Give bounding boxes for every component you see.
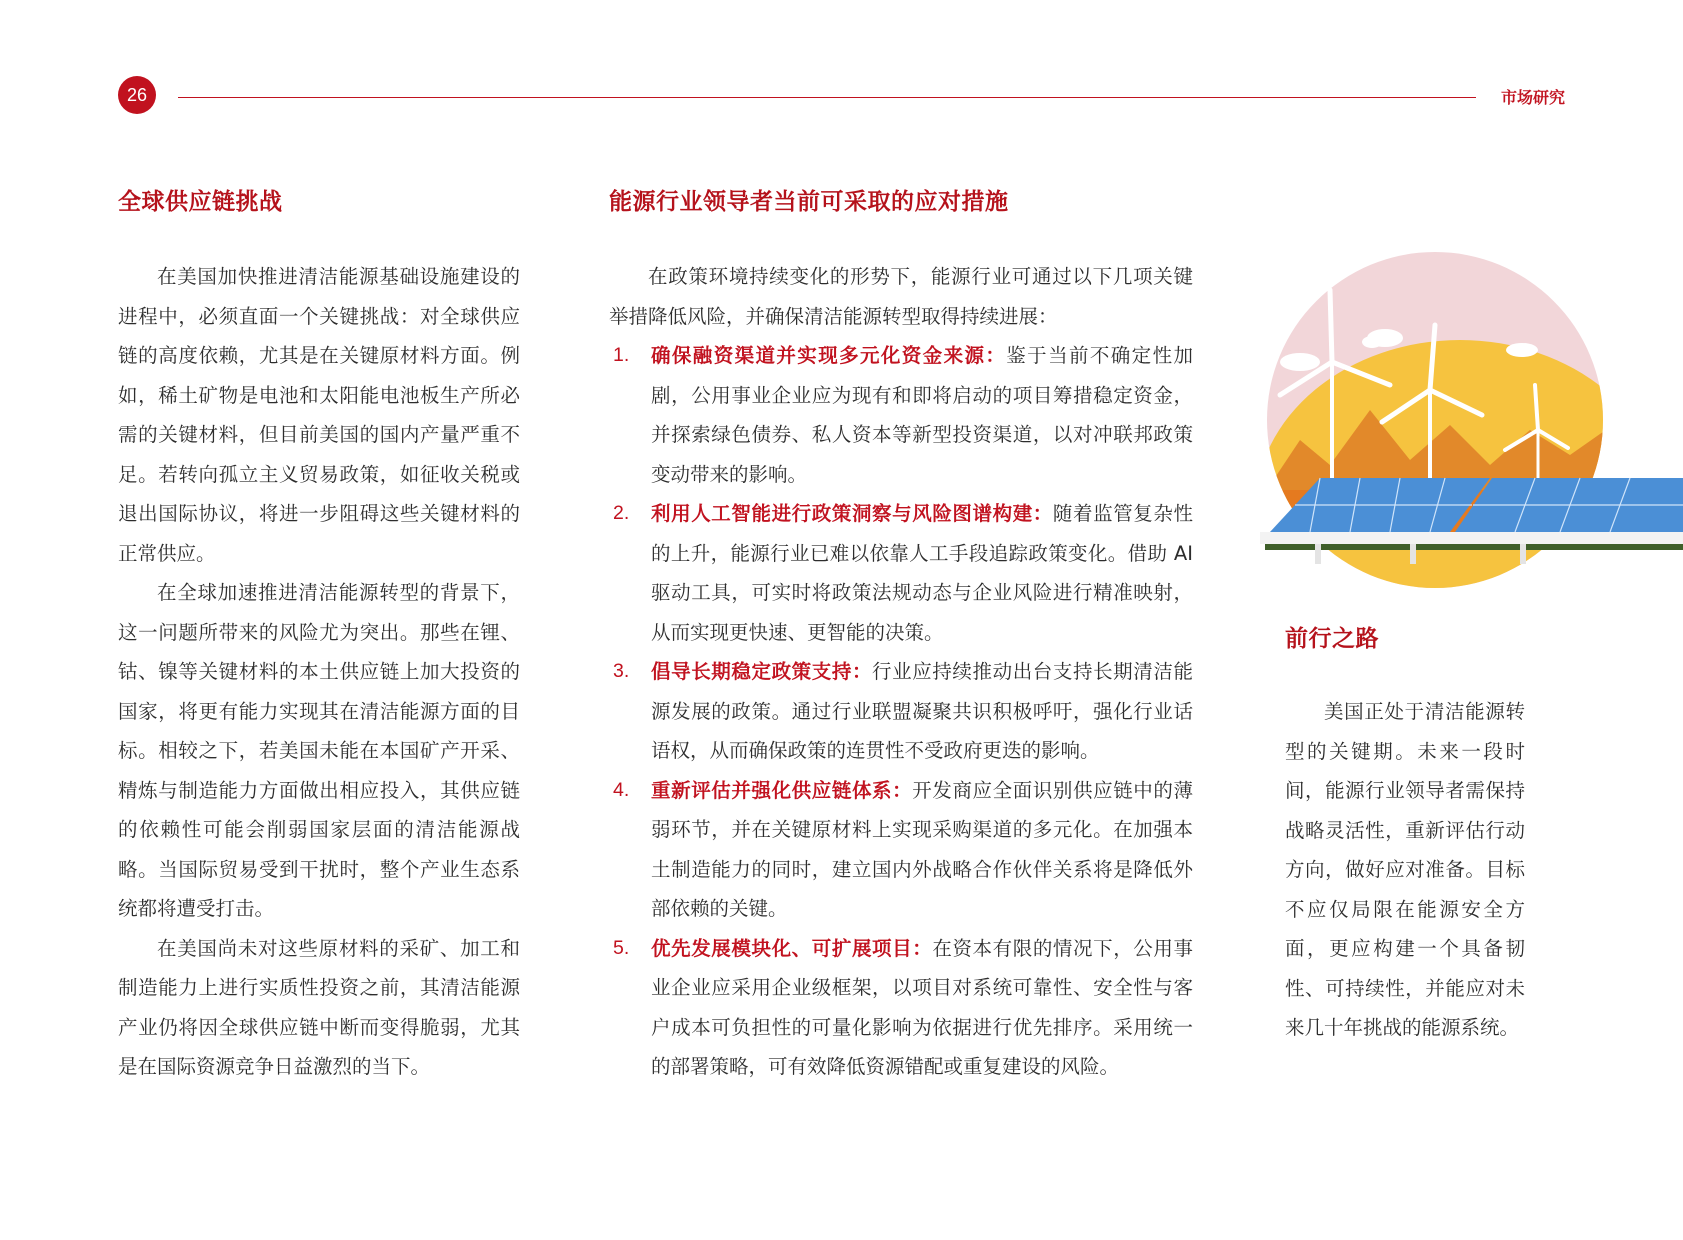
measure-title: 确保融资渠道并实现多元化资金来源： bbox=[651, 344, 1007, 367]
header-rule bbox=[178, 97, 1476, 98]
measure-title: 优先发展模块化、可扩展项目： bbox=[651, 936, 933, 960]
measure-number: 5. bbox=[613, 936, 630, 959]
measure-title: 利用人工智能进行政策洞察与风险图谱构建： bbox=[651, 502, 1053, 525]
measure-item bbox=[609, 494, 1193, 652]
measure-body: 行业应持续推动出台支持长期清洁能源发展的政策。通过行业联盟凝聚共识积极呼吁，强化行业话语权，从而确保政策的连贯性不受政府更迭的影响。 bbox=[651, 660, 1193, 762]
measures-list bbox=[609, 336, 1193, 1087]
measure-title: 重新评估并强化供应链体系： bbox=[651, 778, 913, 802]
middle-column bbox=[609, 257, 1193, 1087]
measure-body: 鉴于当前不确定性加剧，公用事业企业应为现有和即将启动的项目筹措稳定资金，并探索绿色债券、私人资本等新型投资渠道，以对冲联邦政策变动带来的影响。 bbox=[651, 344, 1193, 486]
left-paragraph: 在全球加速推进清洁能源转型的背景下，这一问题所带来的风险尤为突出。那些在锂、钴、镍等关键材料的本土供应链上加大投资的国家，将更有能力实现其在清洁能源方面的目标。相较之下，若美国未能在本国矿产开采、精炼与制造能力方面做出相应投入，其供应链的依赖性可能会削弱国家层面的清洁能源战略。当国际贸易受到干扰时，整个产业生态系统都将遭受打击。 bbox=[118, 581, 520, 920]
measure-item bbox=[609, 929, 1193, 1087]
right-column bbox=[1285, 692, 1525, 1048]
left-column bbox=[118, 257, 520, 1087]
left-paragraph: 在美国加快推进清洁能源基础设施建设的进程中，必须直面一个关键挑战：对全球供应链的高度依赖，尤其是在关键原材料方面。例如，稀土矿物是电池和太阳能电池板生产所必需的关键材料，但目前美国的国内产量严重不足。若转向孤立主义贸易政策，如征收关税或退出国际协议，将进一步阻碍这些关键材料的正常供应。 bbox=[118, 265, 520, 565]
measure-number: 3. bbox=[613, 660, 630, 682]
right-paragraph: 美国正处于清洁能源转型的关键期。未来一段时间，能源行业领导者需保持战略灵活性，重新评估行动方向，做好应对准备。目标不应仅局限在能源安全方面，更应构建一个具备韧性、可持续性，并能应对未来几十年挑战的能源系统。 bbox=[1285, 700, 1525, 1039]
measure-item bbox=[609, 336, 1193, 494]
measure-number: 4. bbox=[613, 778, 630, 801]
measure-body: 开发商应全面识别供应链中的薄弱环节，并在关键原材料上实现采购渠道的多元化。在加强本土制造能力的同时，建立国内外战略合作伙伴关系将是降低外部依赖的关键。 bbox=[651, 778, 1193, 920]
measure-body: 在资本有限的情况下，公用事业企业应采用企业级框架，以项目对系统可靠性、安全性与客户成本可负担性的可量化影响为依据进行优先排序。采用统一的部署策略，可有效降低资源错配或重复建设的风险。 bbox=[651, 936, 1193, 1078]
page-number: 26 bbox=[118, 76, 156, 114]
middle-intro: 在政策环境持续变化的形势下，能源行业可通过以下几项关键举措降低风险，并确保清洁能源转型取得持续进展： bbox=[609, 265, 1193, 328]
measure-body: 随着监管复杂性的上升，能源行业已难以依靠人工手段追踪政策变化。借助 AI 驱动工具，可实时将政策法规动态与企业风险进行精准映射，从而实现更快速、更智能的决策。 bbox=[651, 502, 1193, 644]
measure-number: 1. bbox=[613, 344, 630, 366]
left-heading: 全球供应链挑战 bbox=[118, 189, 283, 215]
measure-item bbox=[609, 652, 1193, 771]
measure-item bbox=[609, 771, 1193, 929]
measure-number: 2. bbox=[613, 502, 630, 524]
middle-heading: 能源行业领导者当前可采取的应对措施 bbox=[609, 189, 1009, 215]
renewable-energy-illustration bbox=[1260, 250, 1683, 590]
left-paragraph: 在美国尚未对这些原材料的采矿、加工和制造能力上进行实质性投资之前，其清洁能源产业仍将因全球供应链中断而变得脆弱，尤其是在国际资源竞争日益激烈的当下。 bbox=[118, 936, 520, 1078]
section-label: 市场研究 bbox=[1500, 88, 1565, 107]
right-heading: 前行之路 bbox=[1285, 626, 1379, 652]
measure-title: 倡导长期稳定政策支持： bbox=[651, 660, 873, 683]
